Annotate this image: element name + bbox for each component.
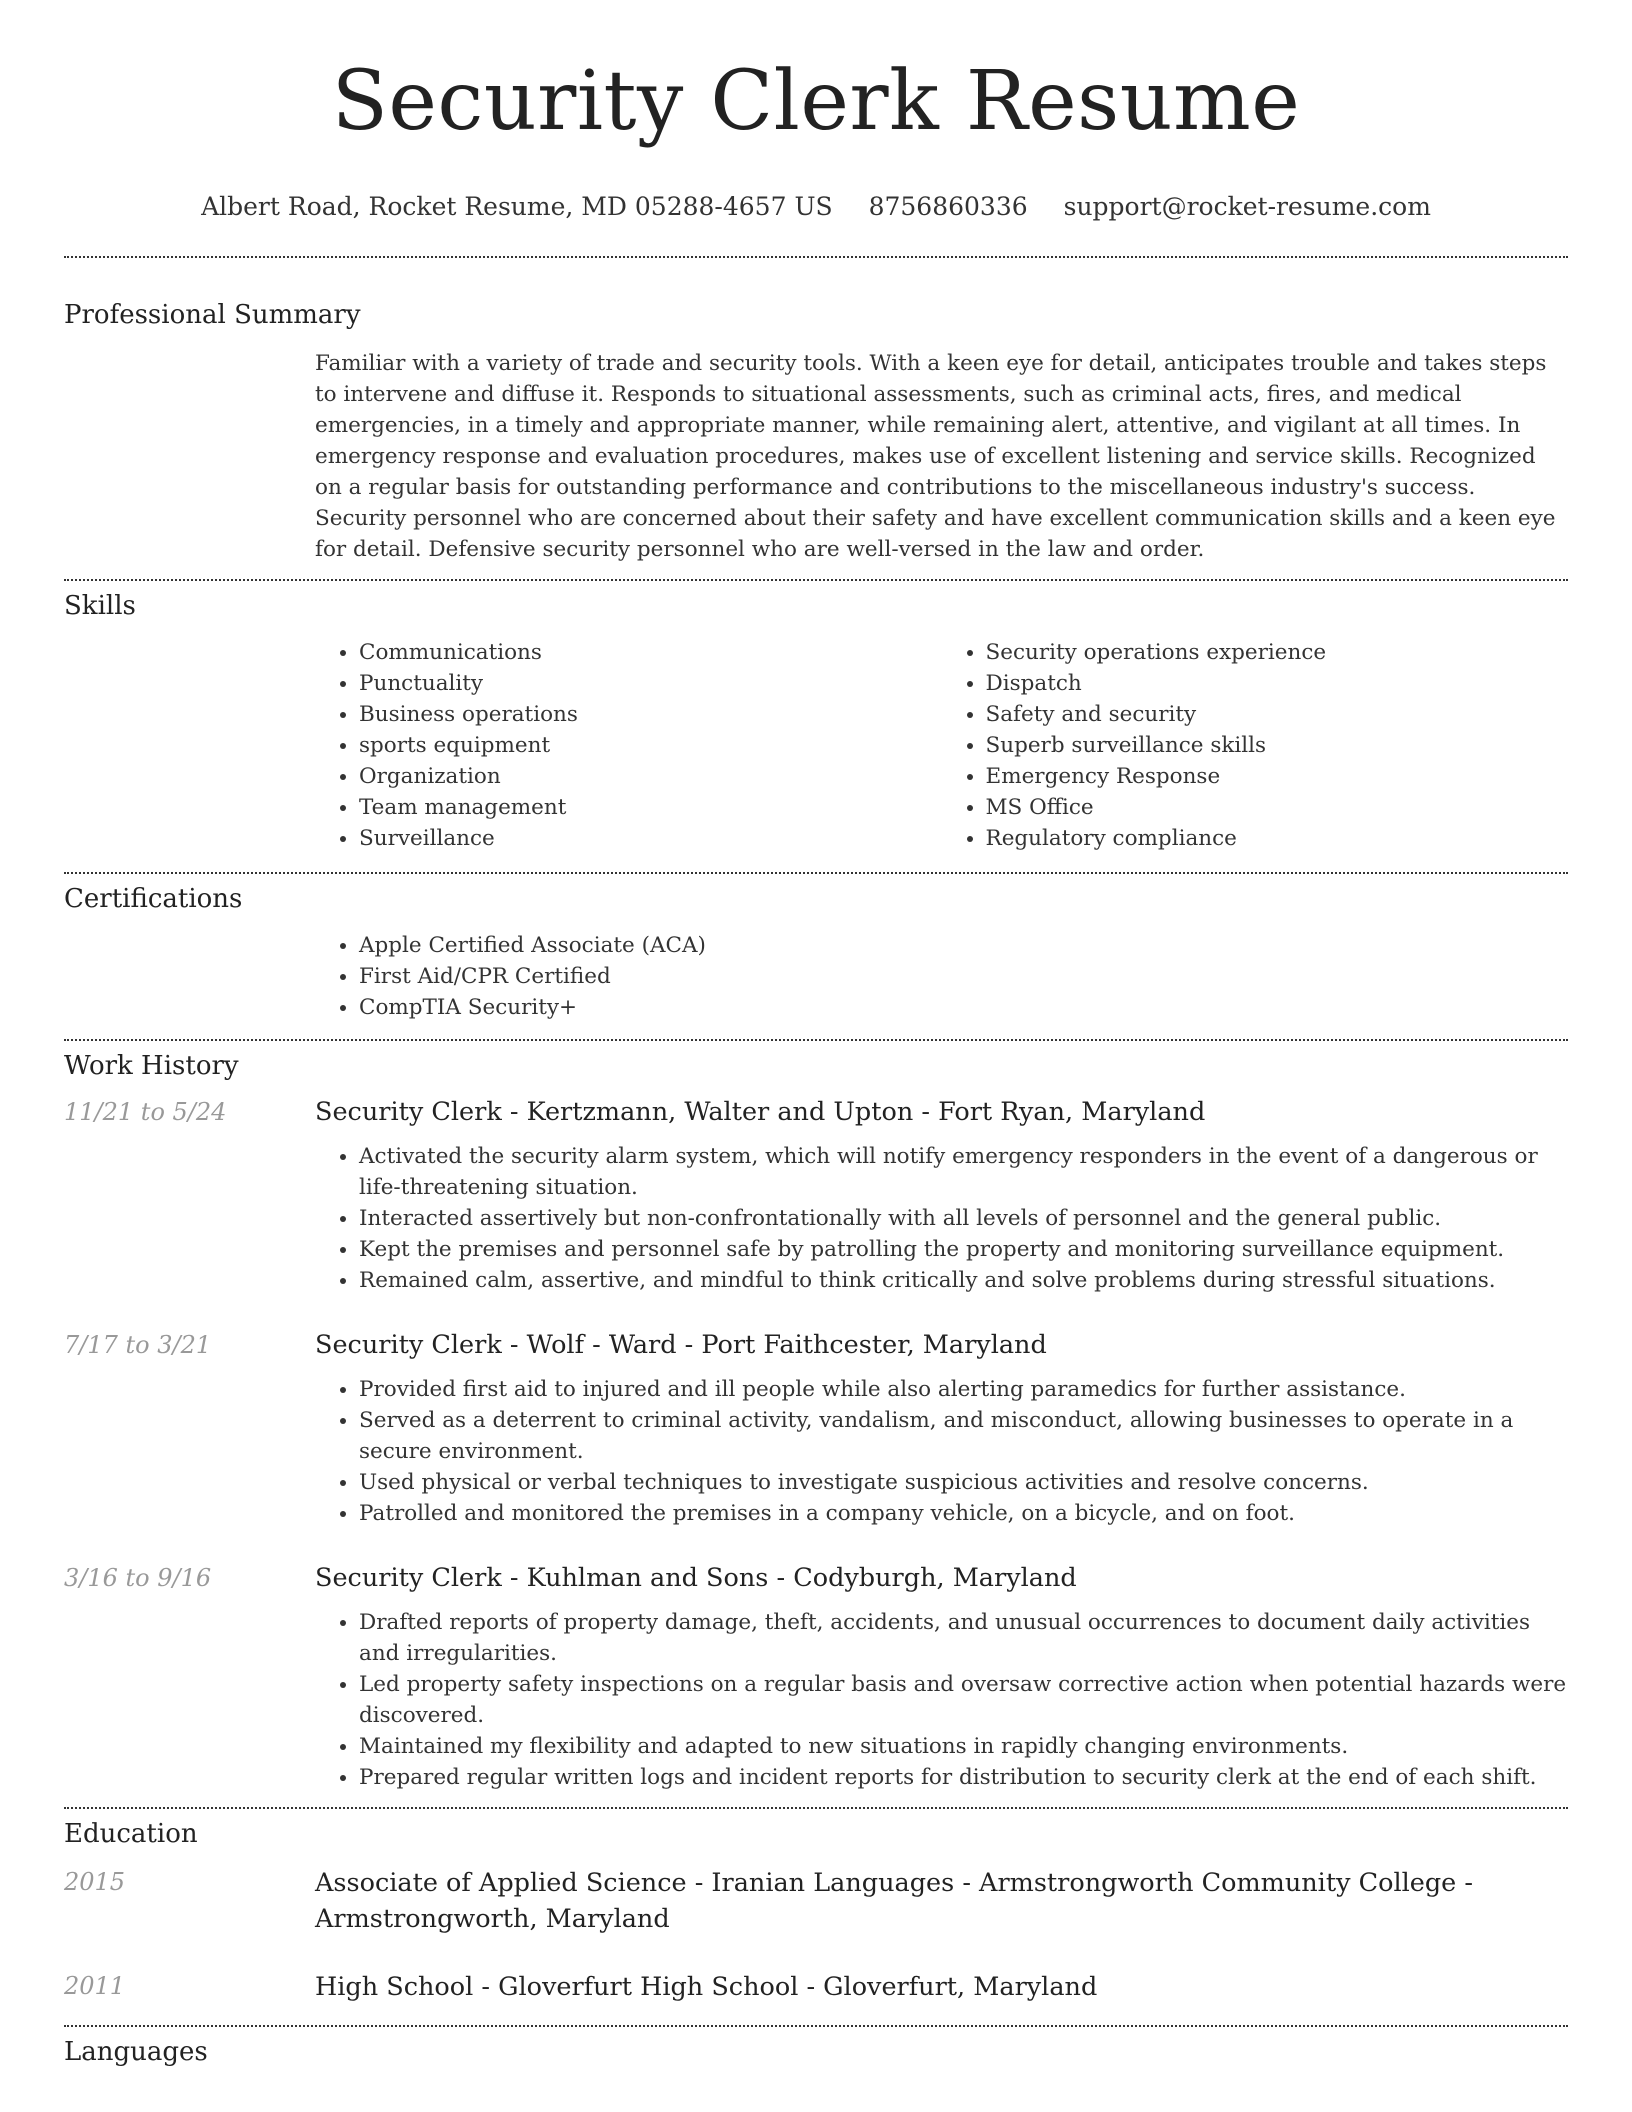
education-year: 2011 xyxy=(64,1972,126,2000)
list-item: • CompTIA Security+ xyxy=(359,992,1568,1023)
list-item: • Organization xyxy=(359,761,942,792)
list-item: • Drafted reports of property damage, theft, accidents, and unusual occurrences to document daily activities and irregularities. xyxy=(359,1607,1568,1669)
work-title: Security Clerk - Wolf - Ward - Port Faithcester, Maryland xyxy=(315,1330,1047,1360)
list-item: • Safety and security xyxy=(986,699,1569,730)
list-item: • Apple Certified Associate (ACA) xyxy=(359,930,1568,961)
work-dates: 7/17 to 3/21 xyxy=(64,1331,212,1359)
contact-address: Albert Road, Rocket Resume, MD 05288-4657 US xyxy=(201,192,833,221)
list-item: • Emergency Response xyxy=(986,761,1569,792)
section-divider xyxy=(64,579,1568,581)
work-bullets xyxy=(315,1607,1568,1793)
list-item: • Security operations experience xyxy=(986,637,1569,668)
list-item: • First Aid/CPR Certified xyxy=(359,961,1568,992)
section-divider xyxy=(64,872,1568,874)
work-bullets xyxy=(315,1374,1568,1529)
certifications-list xyxy=(315,930,1568,1023)
education-details xyxy=(315,1865,1568,1937)
list-item: • Punctuality xyxy=(359,668,942,699)
education-year: 2015 xyxy=(64,1868,126,1896)
education-details xyxy=(315,1969,1568,2005)
list-item: • Activated the security alarm system, which will notify emergency responders in the event of a dangerous or life-threatening situation. xyxy=(359,1141,1568,1203)
work-details xyxy=(315,1095,1568,1296)
work-dates: 3/16 to 9/16 xyxy=(64,1564,212,1592)
education-title: High School - Gloverfurt High School - Gloverfurt, Maryland xyxy=(315,1972,1098,2002)
list-item: • Maintained my flexibility and adapted to new situations in rapidly changing environments. xyxy=(359,1731,1568,1762)
summary-section xyxy=(315,348,1568,565)
list-item: • sports equipment xyxy=(359,730,942,761)
list-item: • Led property safety inspections on a regular basis and oversaw corrective action when potential hazards were discovered. xyxy=(359,1669,1568,1731)
list-item: • Communications xyxy=(359,637,942,668)
list-item: • Served as a deterrent to criminal activity, vandalism, and misconduct, allowing businesses to operate in a secure environment. xyxy=(359,1405,1568,1467)
education-entry xyxy=(64,1865,1568,1937)
list-item: • Business operations xyxy=(359,699,942,730)
education-heading: Education xyxy=(64,1819,198,1849)
summary-heading: Professional Summary xyxy=(64,300,361,330)
section-divider xyxy=(64,256,1568,258)
skills-heading: Skills xyxy=(64,591,136,621)
languages-heading: Languages xyxy=(64,2037,208,2067)
section-divider xyxy=(64,2025,1568,2027)
certifications-heading: Certifications xyxy=(64,884,243,914)
work-title: Security Clerk - Kuhlman and Sons - Codyburgh, Maryland xyxy=(315,1563,1077,1593)
work-details xyxy=(315,1561,1568,1793)
contact-phone: 8756860336 xyxy=(868,192,1028,221)
contact-email: support@rocket-resume.com xyxy=(1063,192,1431,221)
resume-title: Security Clerk Resume xyxy=(331,54,1301,149)
summary-text: Familiar with a variety of trade and security tools. With a keen eye for detail, anticipates trouble and takes steps to intervene and diffuse it. Responds to situational assessments, such as criminal acts, fires, and medical emergencies, in a timely and appropriate manner, while remaining alert, attentive, and vigilant at all times. In emergency response and evaluation procedures, makes use of excellent listening and service skills. Recognized on a regular basis for outstanding performance and contributions to the miscellaneous industry's success. Security personnel who are concerned about their safety and have excellent communication skills and a keen eye for detail. Defensive security personnel who are well-versed in the law and order. xyxy=(315,351,1556,562)
skills-section xyxy=(315,637,1568,854)
certifications-section xyxy=(315,930,1568,1023)
list-item: • Surveillance xyxy=(359,823,942,854)
list-item: • Superb surveillance skills xyxy=(986,730,1569,761)
list-item: • Interacted assertively but non-confrontationally with all levels of personnel and the general public. xyxy=(359,1203,1568,1234)
education-entry xyxy=(64,1969,1568,2005)
list-item: • MS Office xyxy=(986,792,1569,823)
work-history-heading: Work History xyxy=(64,1051,239,1081)
list-item: • Remained calm, assertive, and mindful to think critically and solve problems during stressful situations. xyxy=(359,1265,1568,1296)
work-details xyxy=(315,1328,1568,1529)
list-item: • Dispatch xyxy=(986,668,1569,699)
work-entry xyxy=(64,1328,1568,1529)
work-title: Security Clerk - Kertzmann, Walter and Upton - Fort Ryan, Maryland xyxy=(315,1097,1206,1127)
section-divider xyxy=(64,1039,1568,1041)
skills-list-left xyxy=(315,637,942,854)
work-entry xyxy=(64,1095,1568,1296)
list-item: • Prepared regular written logs and incident reports for distribution to security clerk at the end of each shift. xyxy=(359,1762,1568,1793)
work-dates: 11/21 to 5/24 xyxy=(64,1098,227,1126)
list-item: • Kept the premises and personnel safe by patrolling the property and monitoring surveillance equipment. xyxy=(359,1234,1568,1265)
list-item: • Patrolled and monitored the premises in a company vehicle, on a bicycle, and on foot. xyxy=(359,1498,1568,1529)
list-item: • Used physical or verbal techniques to investigate suspicious activities and resolve concerns. xyxy=(359,1467,1568,1498)
section-divider xyxy=(64,1807,1568,1809)
contact-line xyxy=(0,190,1632,224)
skills-list-right xyxy=(942,637,1569,854)
work-bullets xyxy=(315,1141,1568,1296)
education-title: Associate of Applied Science - Iranian Languages - Armstrongworth Community College - Armstrongworth, Maryland xyxy=(315,1868,1473,1934)
list-item: • Regulatory compliance xyxy=(986,823,1569,854)
list-item: • Team management xyxy=(359,792,942,823)
list-item: • Provided first aid to injured and ill people while also alerting paramedics for further assistance. xyxy=(359,1374,1568,1405)
work-entry xyxy=(64,1561,1568,1793)
